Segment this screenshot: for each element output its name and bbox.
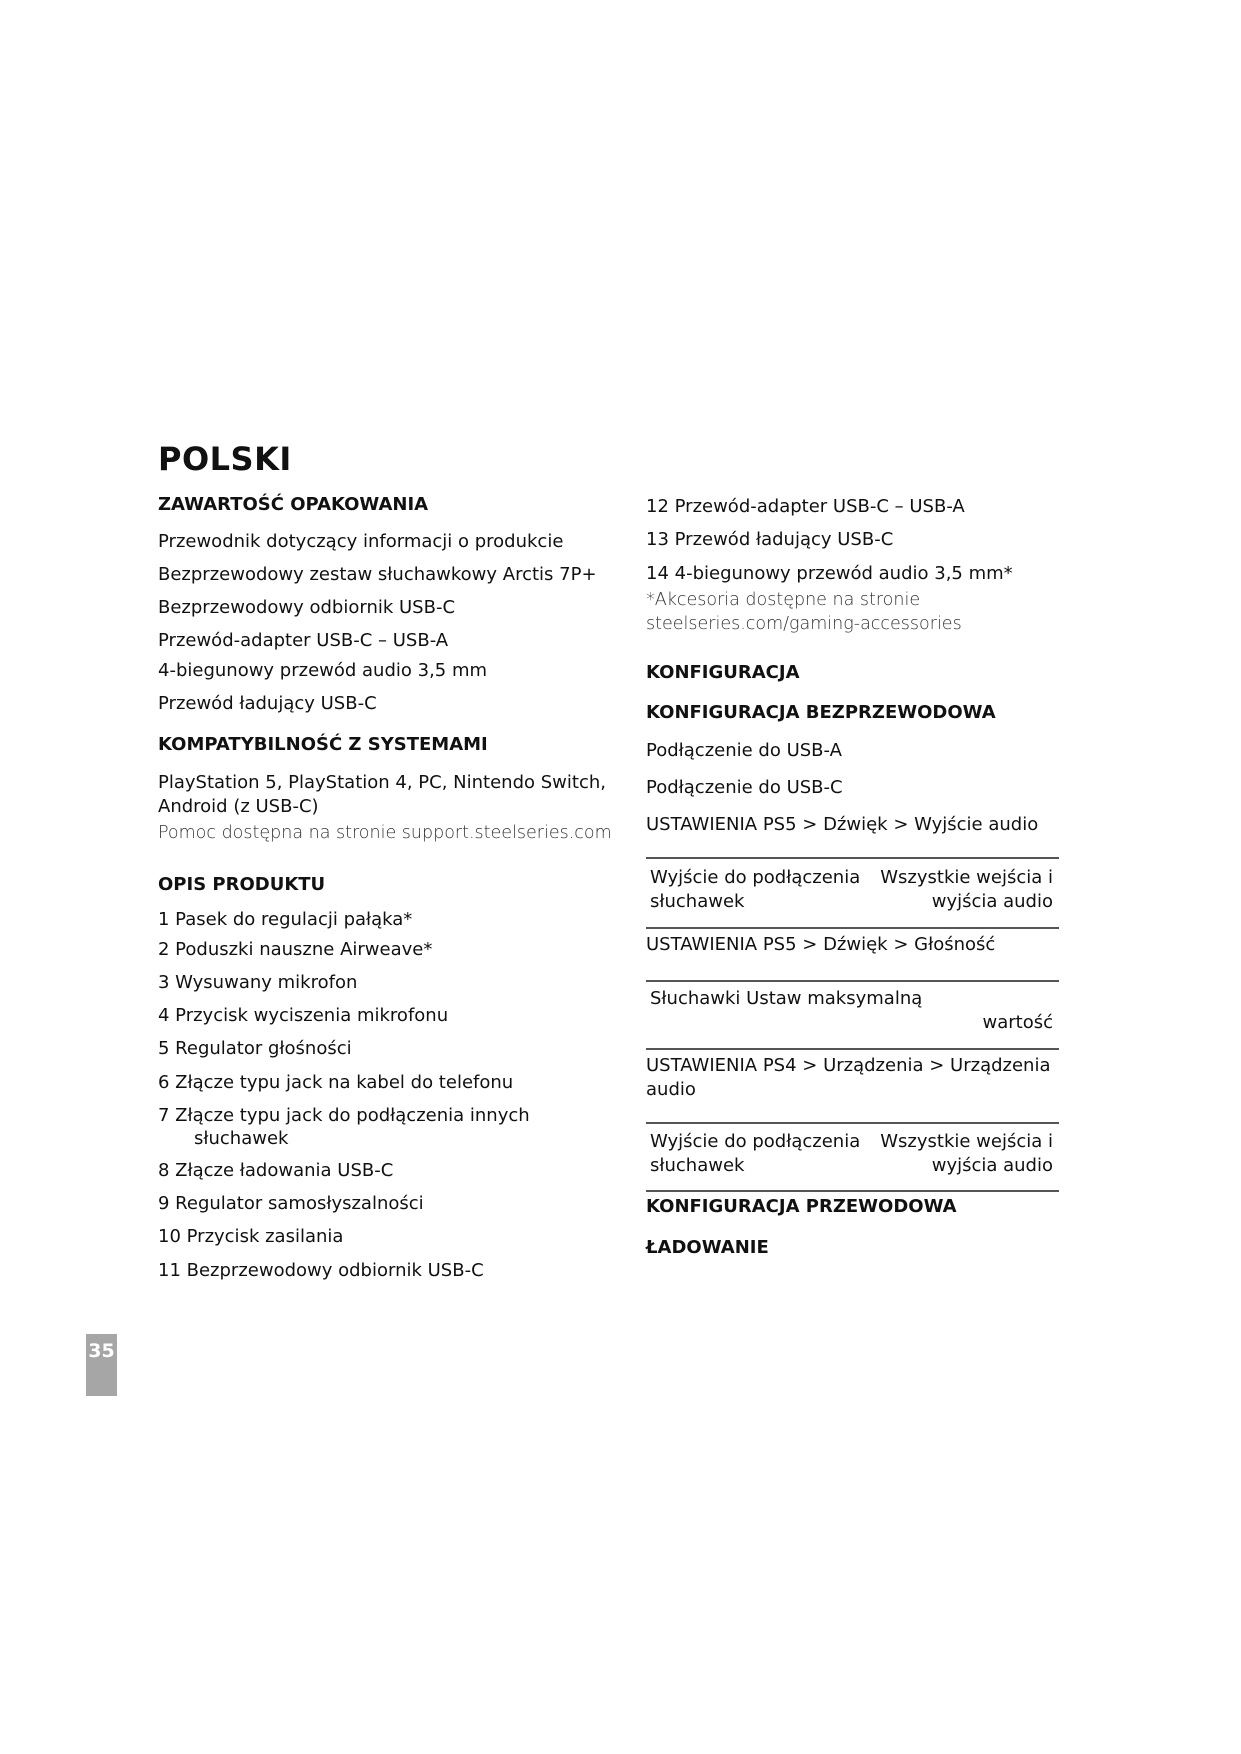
overview-item: 7 Złącze typu jack do podłączenia innych bbox=[158, 1105, 530, 1126]
overview-item: 4 Przycisk wyciszenia mikrofonu bbox=[158, 1005, 449, 1026]
table-rule bbox=[646, 1048, 1059, 1050]
ps4-audio-path-cont: audio bbox=[646, 1079, 696, 1100]
overview-item: 8 Złącze ładowania USB-C bbox=[158, 1160, 394, 1181]
table-cell-value: wyjścia audio bbox=[931, 1155, 1053, 1176]
charging-heading: ŁADOWANIE bbox=[646, 1237, 769, 1258]
page-number: 35 bbox=[86, 1334, 117, 1396]
overview-item: 1 Pasek do regulacji pałąka* bbox=[158, 909, 413, 930]
accessories-note-link: steelseries.com/gaming-accessories bbox=[646, 614, 962, 634]
package-item: Bezprzewodowy odbiornik USB-C bbox=[158, 597, 456, 618]
configuration-heading: KONFIGURACJA bbox=[646, 662, 800, 683]
usb-a-connection: Podłączenie do USB-A bbox=[646, 740, 842, 761]
table-rule bbox=[646, 857, 1059, 859]
page-title: POLSKI bbox=[158, 440, 292, 478]
table-rule bbox=[646, 980, 1059, 982]
package-contents-heading: ZAWARTOŚĆ OPAKOWANIA bbox=[158, 494, 429, 515]
compatibility-platforms: PlayStation 5, PlayStation 4, PC, Nintendo Switch, bbox=[158, 772, 606, 793]
table-cell-label: słuchawek bbox=[650, 891, 745, 912]
overview-item: 11 Bezprzewodowy odbiornik USB-C bbox=[158, 1260, 484, 1281]
accessories-note: *Akcesoria dostępne na stronie bbox=[646, 590, 921, 610]
package-item: Przewód ładujący USB-C bbox=[158, 693, 377, 714]
table-cell-label: słuchawek bbox=[650, 1155, 745, 1176]
wireless-config-heading: KONFIGURACJA BEZPRZEWODOWA bbox=[646, 702, 996, 723]
overview-item: 12 Przewód-adapter USB-C – USB-A bbox=[646, 496, 965, 517]
package-item: Bezprzewodowy zestaw słuchawkowy Arctis 7P+ bbox=[158, 564, 597, 585]
overview-item: 13 Przewód ładujący USB-C bbox=[646, 529, 894, 550]
overview-item: 10 Przycisk zasilania bbox=[158, 1226, 344, 1247]
overview-item: 5 Regulator głośności bbox=[158, 1038, 352, 1059]
overview-item: 3 Wysuwany mikrofon bbox=[158, 972, 358, 993]
ps4-audio-path: USTAWIENIA PS4 > Urządzenia > Urządzenia bbox=[646, 1055, 1051, 1076]
table-cell-value: Wszystkie wejścia i bbox=[880, 1131, 1053, 1152]
table-cell-value: wyjścia audio bbox=[931, 891, 1053, 912]
overview-item: 14 4-biegunowy przewód audio 3,5 mm* bbox=[646, 563, 1013, 584]
package-item: Przewód-adapter USB-C – USB-A bbox=[158, 630, 449, 651]
support-note: Pomoc dostępna na stronie support.steelseries.com bbox=[158, 823, 612, 843]
table-cell-value: Wszystkie wejścia i bbox=[880, 867, 1053, 888]
package-item: 4-biegunowy przewód audio 3,5 mm bbox=[158, 660, 488, 681]
table-cell-label: Wyjście do podłączenia bbox=[650, 867, 861, 888]
overview-item: 2 Poduszki nauszne Airweave* bbox=[158, 939, 433, 960]
package-item: Przewodnik dotyczący informacji o produkcie bbox=[158, 531, 564, 552]
table-cell-value: wartość bbox=[982, 1012, 1053, 1033]
table-cell-label: Wyjście do podłączenia bbox=[650, 1131, 861, 1152]
table-rule bbox=[646, 1122, 1059, 1124]
table-rule bbox=[646, 1190, 1059, 1192]
product-overview-heading: OPIS PRODUKTU bbox=[158, 874, 326, 895]
overview-item: 6 Złącze typu jack na kabel do telefonu bbox=[158, 1072, 514, 1093]
ps5-volume-path: USTAWIENIA PS5 > Dźwięk > Głośność bbox=[646, 934, 996, 955]
wired-config-heading: KONFIGURACJA PRZEWODOWA bbox=[646, 1196, 957, 1217]
ps5-audio-path: USTAWIENIA PS5 > Dźwięk > Wyjście audio bbox=[646, 814, 1039, 835]
usb-c-connection: Podłączenie do USB-C bbox=[646, 777, 843, 798]
compatibility-heading: KOMPATYBILNOŚĆ Z SYSTEMAMI bbox=[158, 734, 488, 755]
compatibility-platforms-cont: Android (z USB-C) bbox=[158, 796, 319, 817]
overview-item: 9 Regulator samosłyszalności bbox=[158, 1193, 424, 1214]
table-rule bbox=[646, 927, 1059, 929]
overview-item-cont: słuchawek bbox=[194, 1128, 289, 1149]
table-cell-label: Słuchawki Ustaw maksymalną bbox=[650, 988, 923, 1009]
